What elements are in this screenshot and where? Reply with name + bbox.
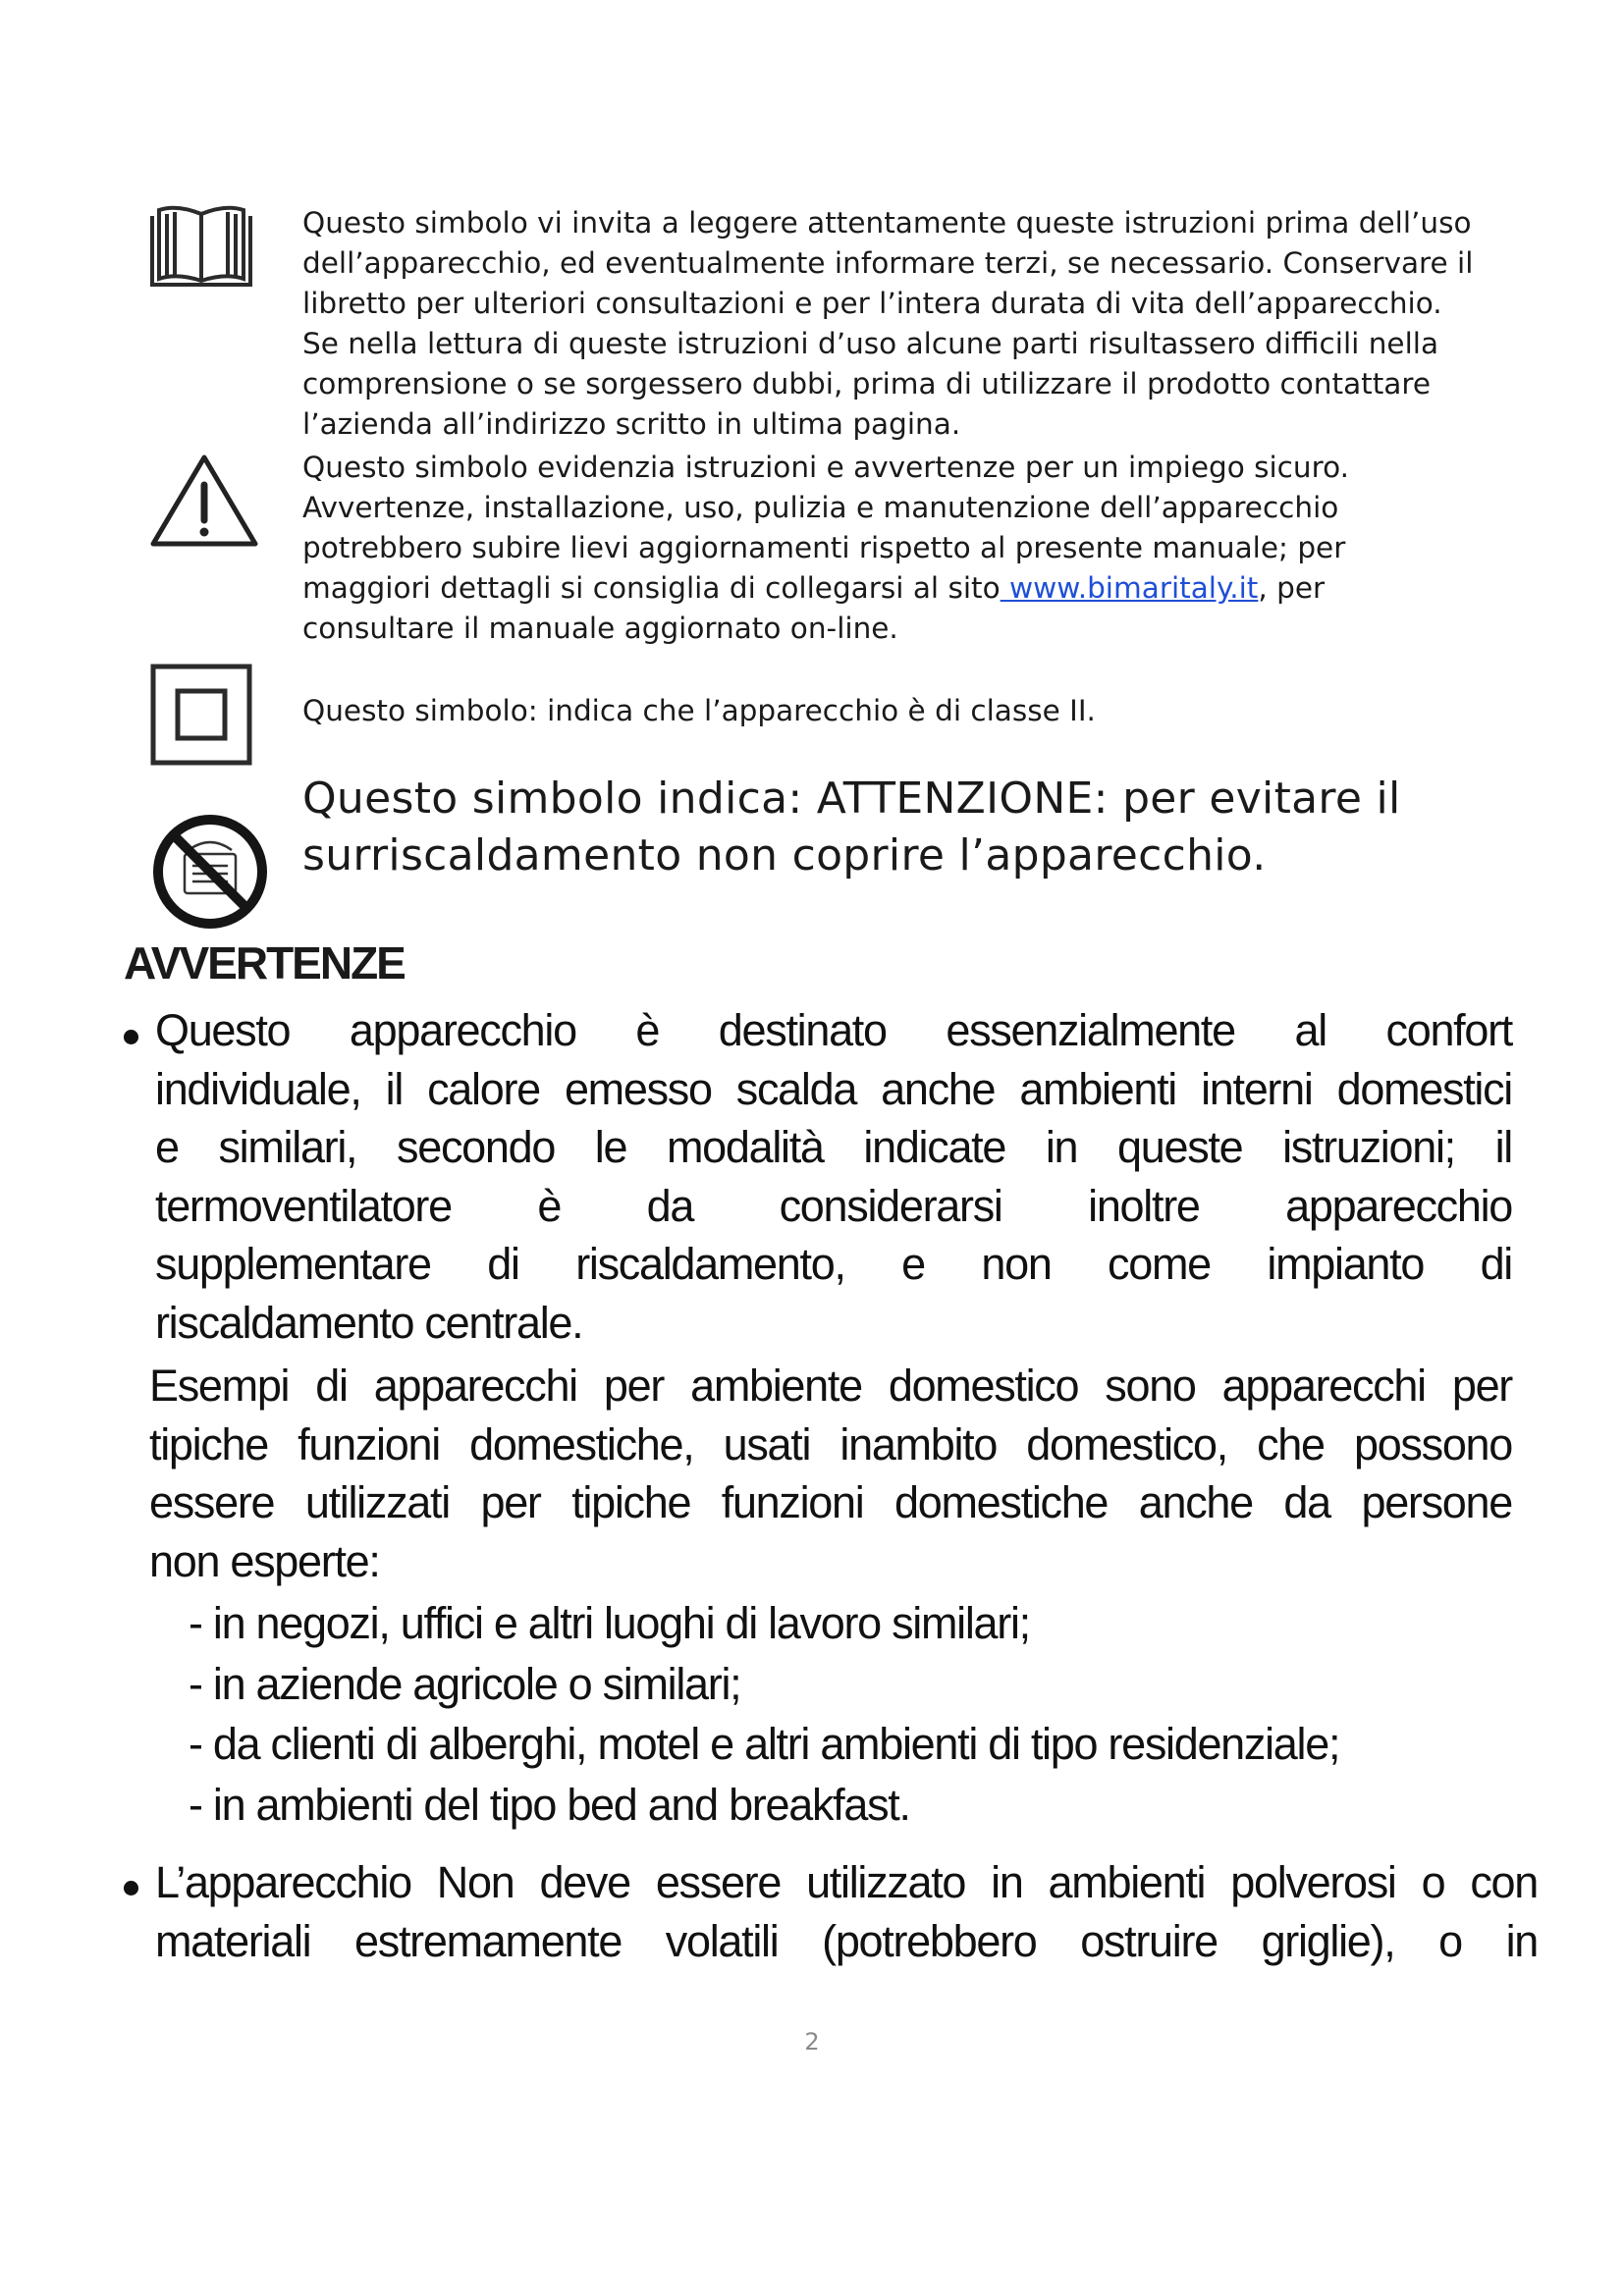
text-line: supplementare di riscaldamento, e non come impianto di — [155, 1239, 1512, 1289]
text-line: L’apparecchio Non deve essere utilizzato in ambienti polverosi o con — [155, 1857, 1538, 1907]
text-line: riscaldamento centrale. — [155, 1297, 583, 1348]
warnings-heading: AVVERTENZE — [124, 937, 405, 988]
text-line: Esempi di apparecchi per ambiente domestico sono apparecchi per — [149, 1361, 1512, 1411]
text-line: potrebbero subire lievi aggiornamenti rispetto al presente manuale; per — [302, 531, 1346, 564]
text-segment: maggiori dettagli si consiglia di collegarsi al sito — [302, 571, 1001, 605]
text-segment: Questo simbolo indica: — [302, 774, 817, 824]
attention-label: ATTENZIONE — [816, 774, 1094, 824]
text-segment: , per — [1258, 571, 1326, 605]
warning-triangle-icon — [147, 452, 261, 550]
read-instructions-text — [302, 203, 1530, 445]
class-ii-double-square-icon — [150, 664, 252, 766]
text-line: non esperte: — [149, 1535, 380, 1586]
text-line: materiali estremamente volatili (potrebbero ostruire griglie), o in — [155, 1915, 1538, 1966]
examples-paragraph — [149, 1357, 1512, 1590]
bullet-comfort-paragraph — [155, 1001, 1512, 1352]
text-line: consultare il manuale aggiornato on-line. — [302, 612, 898, 645]
list-item: - da clienti di alberghi, motel e altri ambienti di tipo residenziale; — [189, 1719, 1340, 1769]
class-ii-text: Questo simbolo: indica che l’apparecchio è di classe II. — [302, 694, 1096, 727]
list-item: - in ambienti del tipo bed and breakfast. — [189, 1779, 910, 1830]
text-line: individuale, il calore emesso scalda anche ambienti interni domestici — [155, 1063, 1512, 1114]
website-link[interactable]: www.bimaritaly.it — [1000, 571, 1259, 605]
text-line — [302, 568, 1530, 609]
text-line: libretto per ulteriori consultazioni e per l’intera durata di vita dell’apparecchio. — [302, 287, 1442, 320]
no-cover-text — [302, 771, 1579, 884]
list-item: - in aziende agricole o similari; — [189, 1658, 741, 1709]
bullet-icon — [124, 1881, 138, 1896]
text-line: comprensione o se sorgessero dubbi, prima di utilizzare il prodotto contattare — [302, 367, 1431, 400]
bullet-dusty-environments-paragraph — [155, 1853, 1538, 1970]
text-line: surriscaldamento non coprire l’apparecchio. — [302, 830, 1267, 881]
text-line: Avvertenze, installazione, uso, pulizia e manutenzione dell’apparecchio — [302, 491, 1339, 524]
text-line: tipiche funzioni domestiche, usati inambito domestico, che possono — [149, 1418, 1512, 1469]
list-item: - in negozi, uffici e altri luoghi di lavoro similari; — [189, 1598, 1030, 1648]
text-segment: : per evitare il — [1093, 774, 1401, 824]
text-line: Questo apparecchio è destinato essenzialmente al confort — [155, 1005, 1512, 1055]
text-line: dell’apparecchio, ed eventualmente informare terzi, se necessario. Conservare il — [302, 246, 1474, 280]
text-line: e similari, secondo le modalità indicate in queste istruzioni; il — [155, 1122, 1512, 1172]
read-manual-book-icon — [147, 202, 255, 293]
text-line: Questo simbolo evidenzia istruzioni e avvertenze per un impiego sicuro. — [302, 451, 1349, 484]
do-not-cover-icon — [149, 811, 271, 933]
text-line: l’azienda all’indirizzo scritto in ultima pagina. — [302, 407, 961, 441]
page-number: 2 — [804, 2028, 820, 2056]
bullet-icon — [124, 1030, 138, 1044]
text-line: Questo simbolo vi invita a leggere attentamente queste istruzioni prima dell’uso — [302, 206, 1472, 240]
text-line: Se nella lettura di queste istruzioni d’uso alcune parti risultassero difficili nella — [302, 327, 1439, 360]
warning-text — [302, 448, 1530, 649]
examples-list — [189, 1594, 1339, 1834]
text-line: essere utilizzati per tipiche funzioni domestiche anche da persone — [149, 1477, 1512, 1527]
text-line — [302, 771, 1579, 828]
text-line: termoventilatore è da considerarsi inoltre apparecchio — [155, 1180, 1512, 1231]
